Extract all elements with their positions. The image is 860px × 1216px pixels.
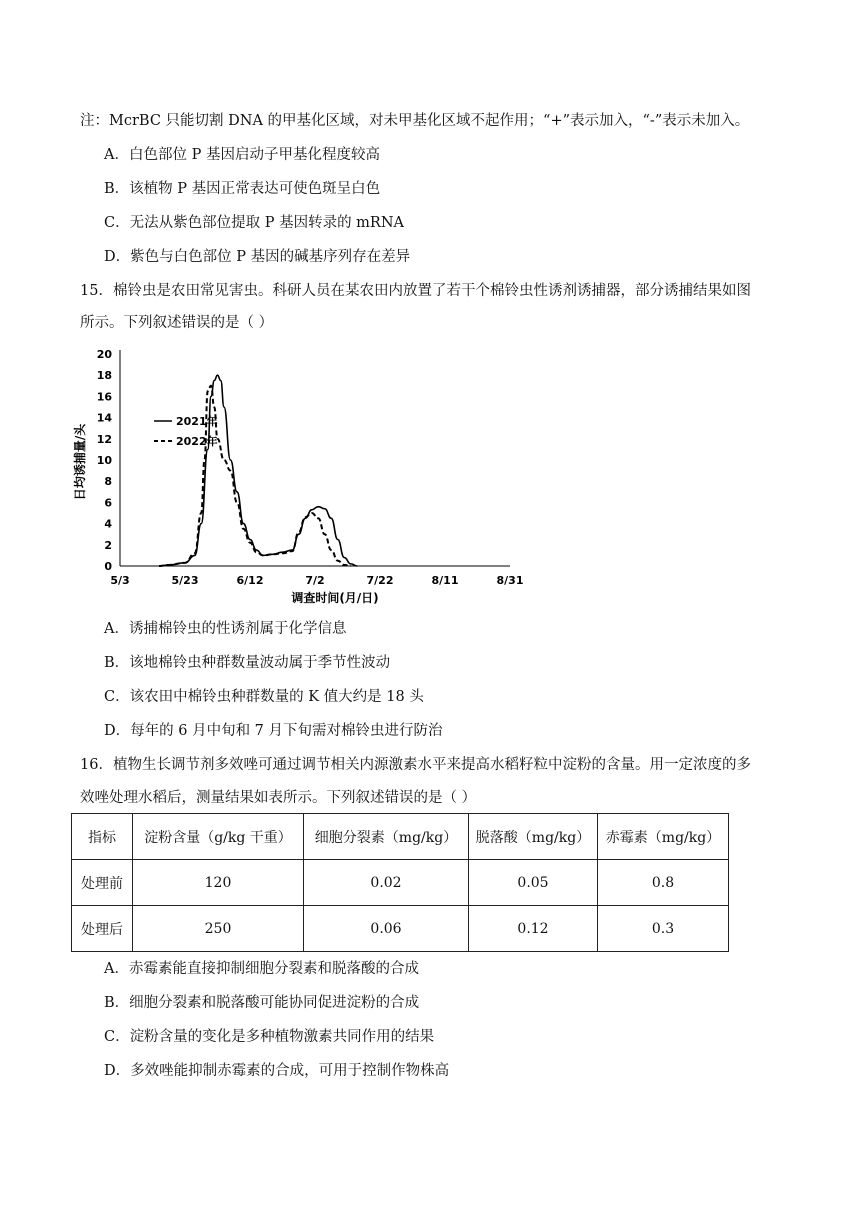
q16-stem-line1: 16．植物生长调节剂多效唑可通过调节相关内源激素水平来提高水稻籽粒中淀粉的含量。用一定浓度的多 — [80, 757, 751, 773]
x-tick-label: 5/3 — [110, 574, 130, 587]
q16-option-d: D．多效唑能抑制赤霉素的合成，可用于控制作物株高 — [104, 1063, 450, 1079]
table-cell: 0.8 — [598, 860, 729, 906]
table-cell: 处理后 — [72, 906, 133, 952]
q14-option-a: A．白色部位 P 基因启动子甲基化程度较高 — [104, 147, 380, 163]
q15-option-d: D．每年的 6 月中旬和 7 月下旬需对棉铃虫进行防治 — [104, 723, 443, 739]
hormone-table — [71, 813, 729, 952]
q16-option-a: A．赤霉素能直接抑制细胞分裂素和脱落酸的合成 — [104, 961, 419, 977]
q15-option-c: C．该农田中棉铃虫种群数量的 K 值大约是 18 头 — [104, 689, 424, 705]
y-axis-label: 日均诱捕量/头 — [73, 423, 87, 501]
legend-label: 2022年 — [176, 435, 218, 448]
table-cell: 120 — [133, 860, 304, 906]
table-header: 淀粉含量（g/kg 干重） — [133, 814, 304, 860]
y-tick-label: 10 — [96, 454, 112, 467]
series-line-0 — [159, 375, 357, 566]
table-row — [72, 906, 729, 952]
y-tick-label: 2 — [104, 538, 112, 552]
q15-stem-line1: 15．棉铃虫是农田常见害虫。科研人员在某农田内放置了若干个棉铃虫性诱剂诱捕器，部分诱捕结果如图 — [80, 283, 751, 299]
y-tick-label: 20 — [96, 348, 112, 361]
y-tick-label: 6 — [104, 496, 112, 510]
y-tick-label: 18 — [96, 369, 112, 383]
table-row — [72, 860, 729, 906]
x-tick-label: 7/22 — [366, 574, 394, 587]
y-tick-label: 16 — [96, 390, 112, 404]
table-cell: 250 — [133, 906, 304, 952]
legend-label: 2021年 — [176, 415, 218, 428]
x-tick-label: 8/31 — [496, 574, 524, 587]
y-tick-label: 8 — [104, 475, 112, 489]
y-tick-label: 14 — [96, 411, 112, 425]
q15-stem-line2: 所示。下列叙述错误的是（ ） — [80, 315, 274, 331]
chart-axes — [120, 350, 510, 566]
chart-legend — [154, 414, 218, 448]
x-tick-label: 8/11 — [431, 574, 459, 587]
q16-option-b: B．细胞分裂素和脱落酸可能协同促进淀粉的合成 — [104, 995, 420, 1011]
table-header: 赤霉素（mg/kg） — [598, 814, 729, 860]
series-line-1 — [159, 386, 351, 566]
y-tick-labels — [97, 348, 113, 573]
x-tick-label: 7/2 — [305, 574, 325, 587]
trap-count-chart — [72, 340, 532, 610]
x-tick-labels — [110, 574, 523, 587]
table-cell: 处理前 — [72, 860, 133, 906]
table-header: 指标 — [72, 814, 133, 860]
x-tick-label: 5/23 — [171, 574, 199, 587]
y-tick-label: 4 — [104, 517, 112, 531]
table-cell: 0.12 — [469, 906, 598, 952]
q14-option-b: B．该植物 P 基因正常表达可使色斑呈白色 — [104, 181, 381, 197]
table-cell: 0.05 — [469, 860, 598, 906]
x-tick-label: 6/12 — [236, 574, 264, 587]
y-tick-label: 12 — [96, 432, 112, 446]
q14-option-c: C．无法从紫色部位提取 P 基因转录的 mRNA — [104, 215, 405, 231]
table-header: 脱落酸（mg/kg） — [469, 814, 598, 860]
y-tick-label: 0 — [104, 560, 112, 573]
x-axis-label: 调查时间(月/日) — [291, 591, 379, 605]
q14-option-d: D．紫色与白色部位 P 基因的碱基序列存在差异 — [104, 249, 411, 265]
table-cell: 0.02 — [304, 860, 469, 906]
q15-option-b: B．该地棉铃虫种群数量波动属于季节性波动 — [104, 655, 391, 671]
note-text: 注：McrBC 只能切割 DNA 的甲基化区域，对未甲基化区域不起作用；“+”表示加入，“-”表示未加入。 — [80, 113, 750, 129]
table-header-row — [72, 814, 729, 860]
table-cell: 0.06 — [304, 906, 469, 952]
q16-option-c: C．淀粉含量的变化是多种植物激素共同作用的结果 — [104, 1029, 435, 1045]
table-header: 细胞分裂素（mg/kg） — [304, 814, 469, 860]
q16-stem-line2: 效唑处理水稻后，测量结果如表所示。下列叙述错误的是（ ） — [80, 790, 477, 806]
q15-option-a: A．诱捕棉铃虫的性诱剂属于化学信息 — [104, 621, 347, 637]
table-cell: 0.3 — [598, 906, 729, 952]
series-lines — [159, 375, 357, 566]
